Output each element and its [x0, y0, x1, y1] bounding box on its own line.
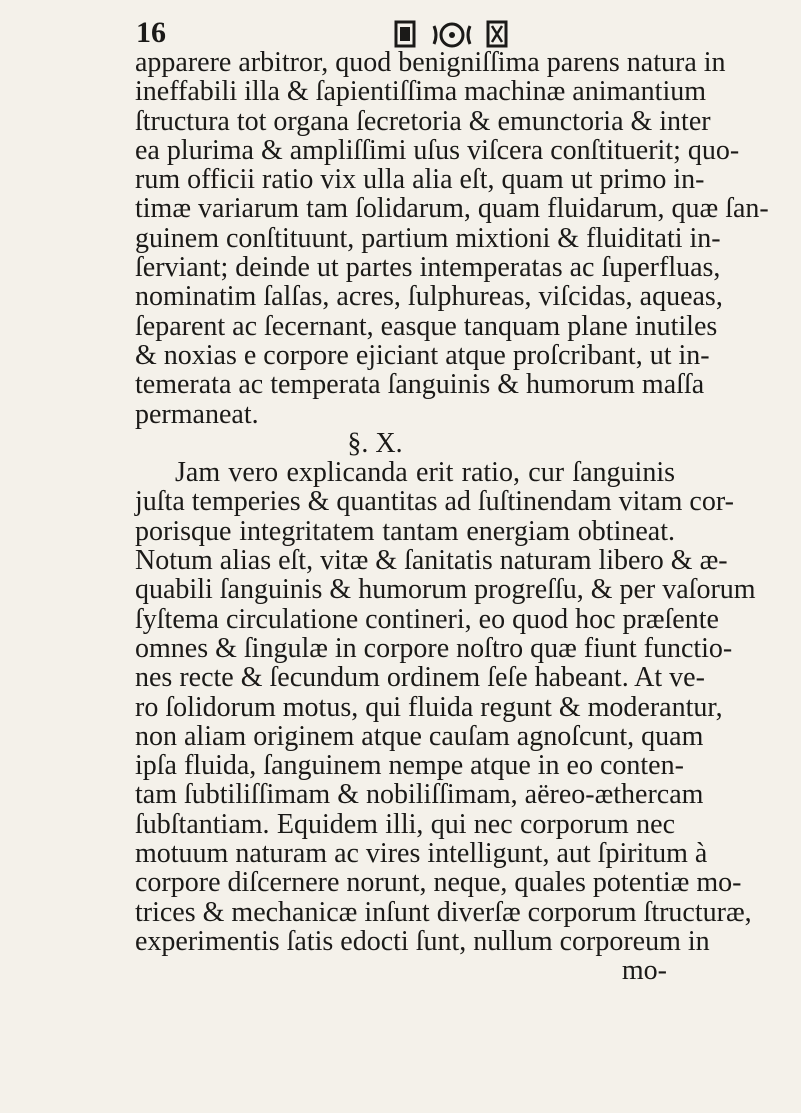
text-line: experimentis ſatis edocti ſunt, nullum corporeum in — [135, 925, 710, 957]
text-line: ſeparent ac ſecernant, easque tanquam plane inutiles — [135, 310, 718, 342]
text-line: timæ variarum tam ſolidarum, quam fluidarum, quæ ſan- — [135, 193, 769, 225]
text-line: & noxias e corpore ejiciant atque proſcribant, ut in- — [135, 339, 710, 371]
text-line: permaneat. — [135, 398, 259, 430]
text-line: porisque integritatem tantam energiam obtineat. — [135, 515, 675, 547]
text-line: quabili ſanguinis & humorum progreſſu, & per vaſorum — [135, 574, 756, 606]
page-number: 16 — [136, 16, 166, 49]
text-line: ſubſtantiam. Equidem illi, qui nec corporum nec — [135, 808, 675, 840]
text-line: nes recte & ſecundum ordinem ſeſe habeant. At ve- — [135, 662, 705, 694]
text-line: ea plurima & ampliſſimi uſus viſcera conſtituerit; quo- — [135, 134, 740, 166]
text-line: nominatim ſalſas, acres, ſulphureas, viſcidas, aqueas, — [135, 281, 723, 313]
catchword: mo- — [621, 955, 667, 987]
text-line: omnes & ſingulæ in corpore noſtro quæ fiunt functio- — [135, 632, 733, 664]
text-line: ſerviant; deinde ut partes intemperatas ac ſuperfluas, — [135, 252, 721, 284]
text-line: tam ſubtiliſſimam & nobiliſſimam, aëreo-æthercam — [135, 779, 704, 811]
body-text — [135, 47, 769, 987]
text-line: motuum naturam ac vires intelligunt, aut ſpiritum à — [135, 838, 708, 870]
text-line: ſtructura tot organa ſecretoria & emunctoria & inter — [135, 105, 711, 137]
text-line: trices & mechanicæ inſunt diverſæ corporum ſtructuræ, — [135, 896, 752, 928]
section-heading: §. X. — [347, 427, 403, 459]
text-line: guinem conſtituunt, partium mixtioni & fluiditati in- — [135, 222, 721, 254]
text-line: non aliam originem atque cauſam agnoſcunt, quam — [135, 720, 704, 752]
text-line: corpore diſcernere norunt, neque, quales potentiæ mo- — [135, 867, 742, 899]
text-line: ro ſolidorum motus, qui fluida regunt & moderantur, — [135, 691, 723, 723]
text-line: rum officii ratio vix ulla alia eſt, quam ut primo in- — [135, 164, 705, 196]
text-line: juſta temperies & quantitas ad ſuſtinendam vitam cor- — [135, 486, 734, 518]
text-line: apparere arbitror, quod benigniſſima parens natura in — [135, 47, 726, 78]
text-line: ineffabili illa & ſapientiſſima machinæ animantium — [135, 76, 707, 108]
text-line: temerata ac temperata ſanguinis & humorum maſſa — [135, 369, 705, 401]
text-line: Notum alias eſt, vitæ & ſanitatis naturam libero & æ- — [135, 545, 728, 577]
text-line: ſyſtema circulatione contineri, eo quod hoc præſente — [135, 603, 719, 635]
text-line: ipſa fluida, ſanguinem nempe atque in eo conten- — [135, 750, 684, 782]
text-line: Jam vero explicanda erit ratio, cur ſanguinis — [175, 457, 675, 489]
